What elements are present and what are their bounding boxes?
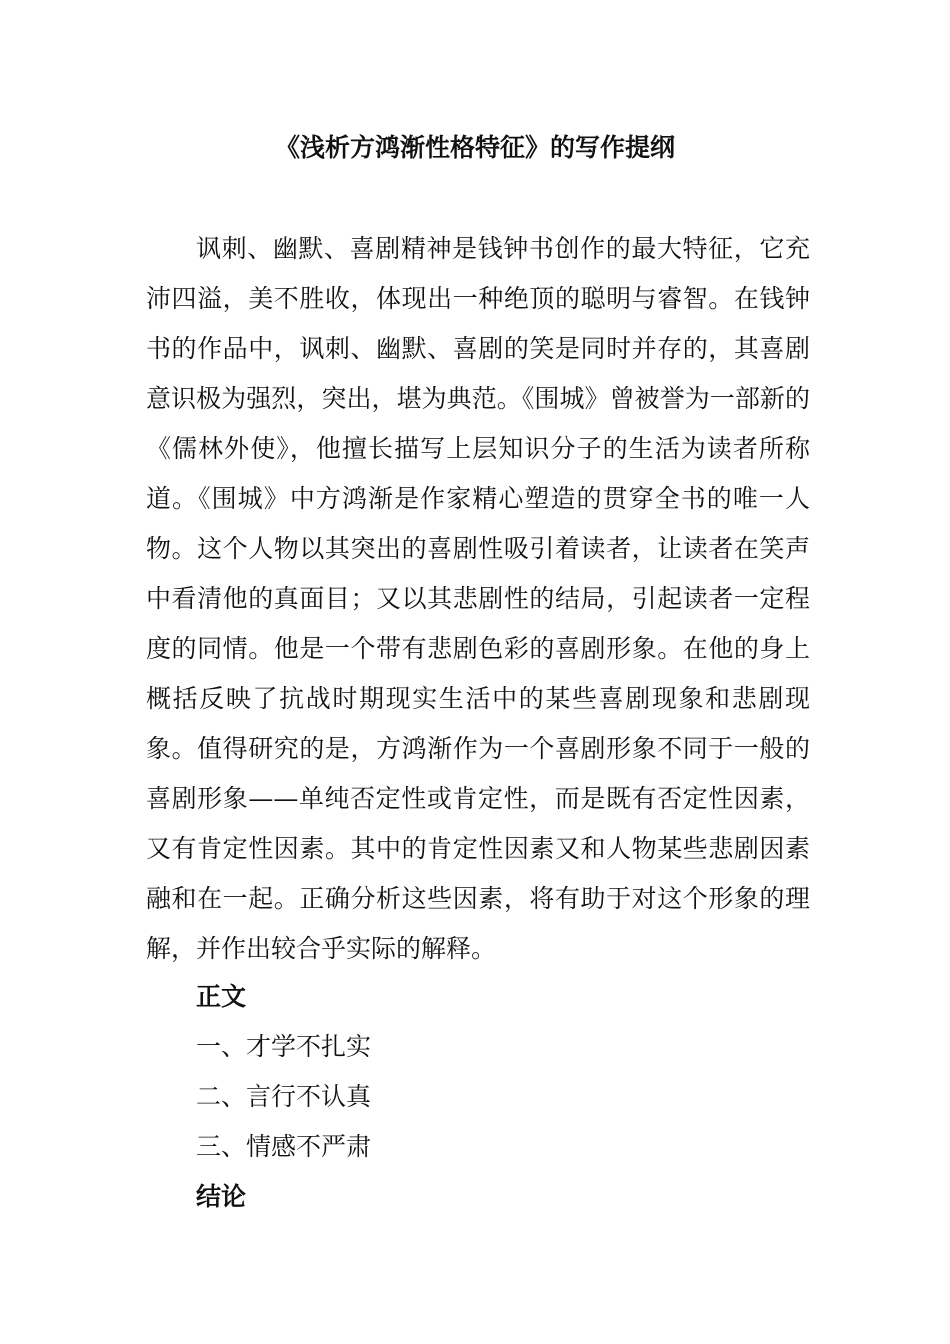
conclusion-heading: 结论 — [196, 1182, 247, 1211]
outline-section: 二、言行不认真 — [196, 1082, 372, 1111]
intro-paragraph: 讽刺、幽默、喜剧精神是钱钟书创作的最大特征，它充沛四溢，美不胜收，体现出一种绝顶的聪明与睿智。在钱钟书的作品中，讽刺、幽默、喜剧的笑是同时并存的，其喜剧意识极为强烈，突出，堪为典范。《围城》曾被誉为一部新的《儒林外使》，他擅长描写上层知识分子的生活为读者所称道。《围城》中方鸿渐是作家精心塑造的贯穿全书的唯一人物。这个人物以其突出的喜剧性吸引着读者，让读者在笑声中看清他的真面目；又以其悲剧性的结局，引起读者一定程度的同情。他是一个带有悲剧色彩的喜剧形象。在他的身上概括反映了抗战时期现实生活中的某些喜剧现象和悲剧现象。值得研究的是，方鸿渐作为一个喜剧形象不同于一般的喜剧形象——单纯否定性或肯定性，而是既有否定性因素，又有肯定性因素。其中的肯定性因素又和人物某些悲剧因素融和在一起。正确分析这些因素，将有助于对这个形象的理解，并作出较合乎实际的解释。 — [146, 234, 810, 963]
outline-section: 一、才学不扎实 — [196, 1032, 372, 1061]
outline-list — [196, 972, 796, 1222]
document-title: 《浅析方鸿渐性格特征》的写作提纲 — [274, 133, 675, 162]
outline-section: 三、情感不严肃 — [196, 1132, 372, 1161]
main-body-heading: 正文 — [196, 982, 247, 1011]
